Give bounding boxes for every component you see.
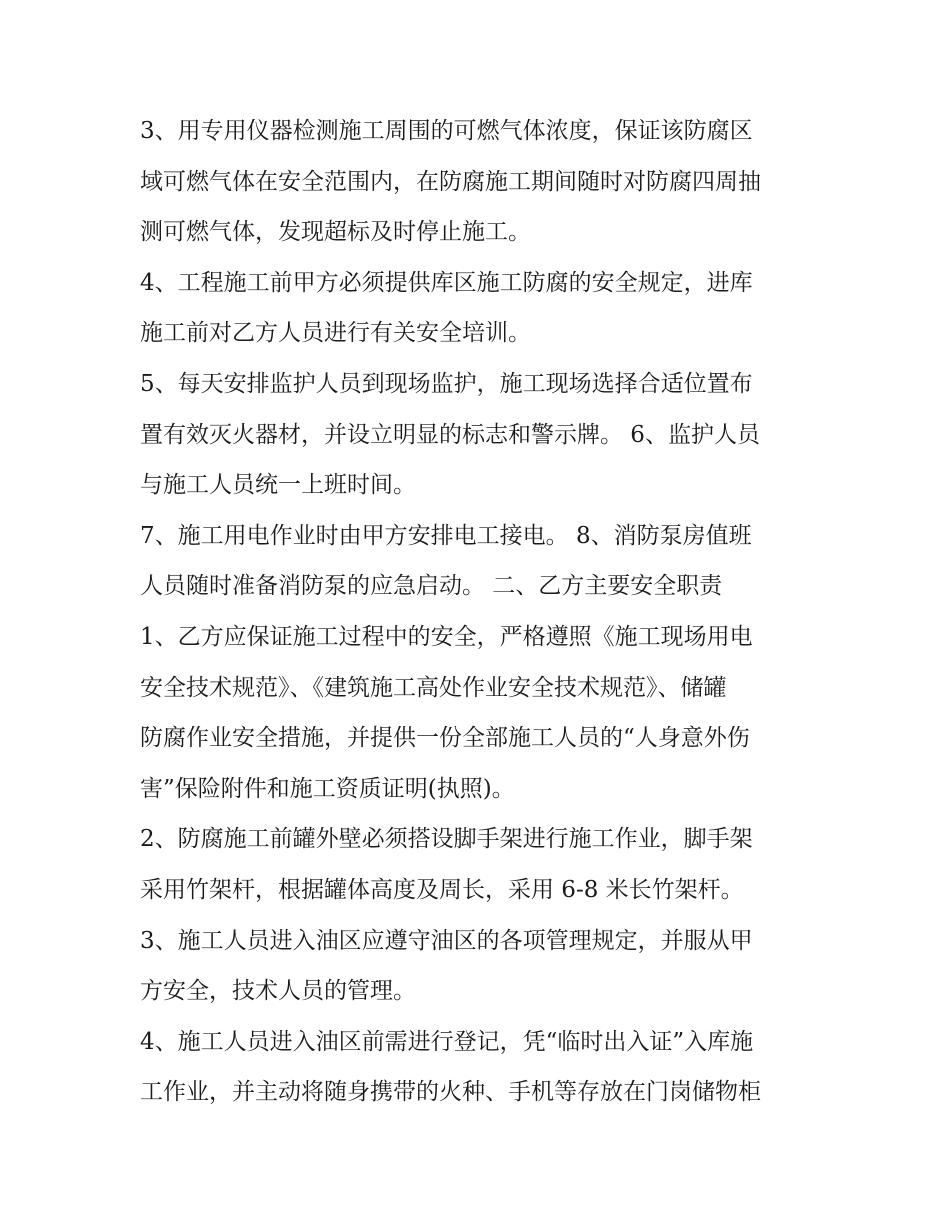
- text-line: 3、施工人员进入油区应遵守油区的各项管理规定，并服从甲: [140, 927, 753, 954]
- text-line: 1、乙方应保证施工过程中的安全，严格遵照《施工现场用电: [140, 623, 753, 650]
- text-line: 人员随时准备消防泵的应急启动。 二、乙方主要安全职责: [140, 573, 723, 600]
- text-line: 7、施工用电作业时由甲方安排电工接电。 8、消防泵房值班: [140, 522, 752, 549]
- text-line: 4、施工人员进入油区前需进行登记，凭“临时出入证”入库施: [140, 1028, 754, 1055]
- document-body: [140, 106, 830, 1118]
- text-line: 采用竹架杆，根据罐体高度及周长，采用 6-8 米长竹架杆。: [140, 876, 744, 903]
- text-line: 2、防腐施工前罐外壁必须搭设脚手架进行施工作业，脚手架: [140, 826, 753, 853]
- text-line: 置有效灭火器材，并设立明显的标志和警示牌。 6、监护人员: [140, 421, 760, 448]
- text-line: 测可燃气体，发现超标及时停止施工。: [140, 219, 531, 246]
- text-line: 4、工程施工前甲方必须提供库区施工防腐的安全规定，进库: [140, 269, 753, 296]
- text-line: 域可燃气体在安全范围内，在防腐施工期间随时对防腐四周抽: [140, 168, 761, 195]
- text-line: 害”保险附件和施工资质证明(执照)。: [140, 775, 515, 802]
- text-line: 5、每天安排监护人员到现场监护，施工现场选择合适位置布: [140, 370, 753, 397]
- text-line: 安全技术规范》、《建筑施工高处作业安全技术规范》、储罐: [140, 674, 727, 701]
- text-line: 施工前对乙方人员进行有关安全培训。: [140, 320, 531, 347]
- text-line: 工作业，并主动将随身携带的火种、手机等存放在门岗储物柜: [140, 1079, 761, 1106]
- text-line: 与施工人员统一上班时间。: [140, 472, 416, 499]
- text-line: 3、用专用仪器检测施工周围的可燃气体浓度，保证该防腐区: [140, 118, 753, 144]
- text-line: 防腐作业安全措施，并提供一份全部施工人员的“人身意外伤: [140, 725, 750, 752]
- text-line: 方安全，技术人员的管理。: [140, 978, 416, 1005]
